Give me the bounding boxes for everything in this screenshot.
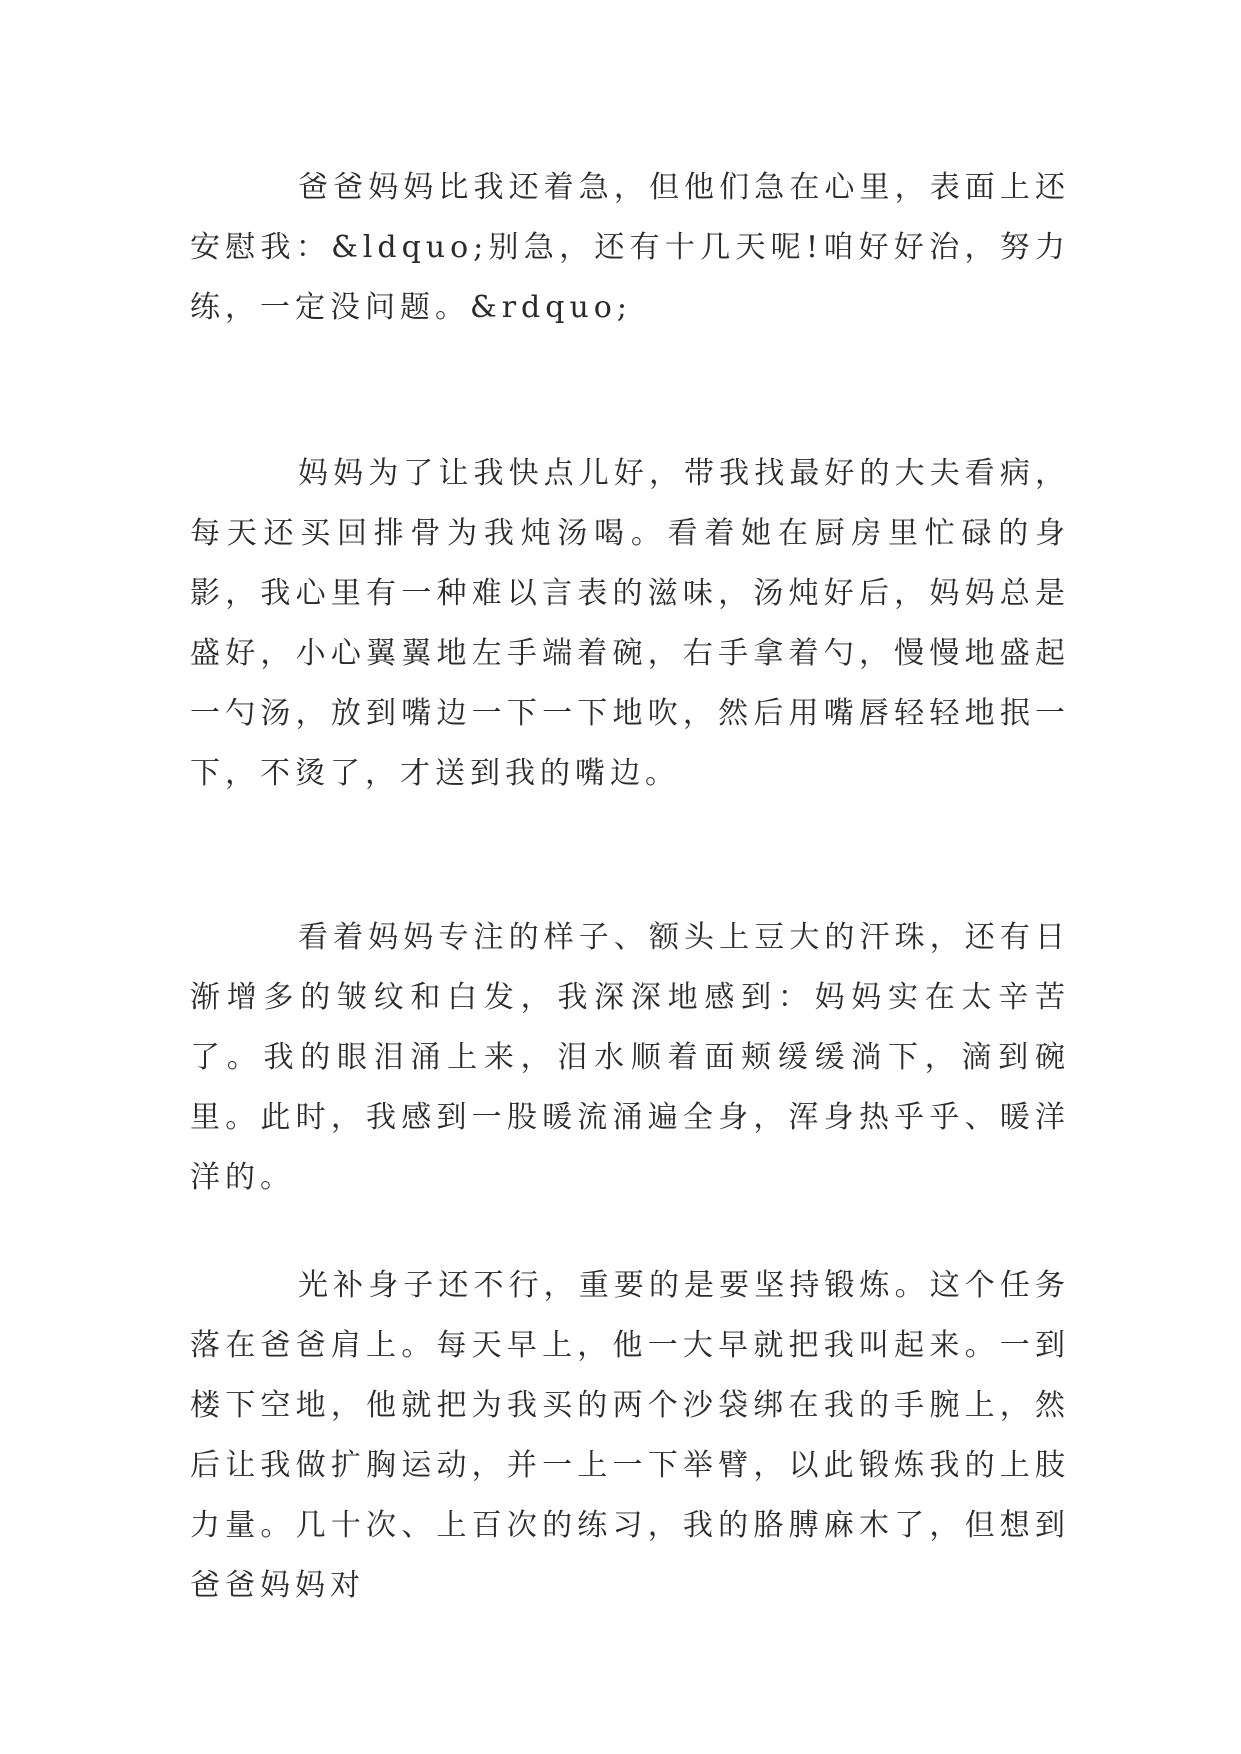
- paragraph-3: 看着妈妈专注的样子、额头上豆大的汗珠，还有日渐增多的皱纹和白发，我深深地感到：妈妈实在太辛苦了。我的眼泪涌上来，泪水顺着面颊缓缓淌下，滴到碗里。此时，我感到一股暖流涌遍全身，浑身热乎乎、暖洋洋的。: [190, 920, 1070, 1195]
- paragraph-1: 爸爸妈妈比我还着急，但他们急在心里，表面上还安慰我：&ldquo;别急，还有十几天呢!咱好好治，努力练，一定没问题。&rdquo;: [190, 170, 1070, 325]
- paragraph-2: 妈妈为了让我快点儿好，带我找最好的大夫看病，每天还买回排骨为我炖汤喝。看着她在厨房里忙碌的身影，我心里有一种难以言表的滋味，汤炖好后，妈妈总是盛好，小心翼翼地左手端着碗，右手拿着勺，慢慢地盛起一勺汤，放到嘴边一下一下地吹，然后用嘴唇轻轻地抿一下，不烫了，才送到我的嘴边。: [190, 456, 1070, 791]
- paragraph-4: 光补身子还不行，重要的是要坚持锻炼。这个任务落在爸爸肩上。每天早上，他一大早就把我叫起来。一到楼下空地，他就把为我买的两个沙袋绑在我的手腕上，然后让我做扩胸运动，并一上一下举臂，以此锻炼我的上肢力量。几十次、上百次的练习，我的胳膊麻木了，但想到爸爸妈妈对: [190, 1268, 1070, 1603]
